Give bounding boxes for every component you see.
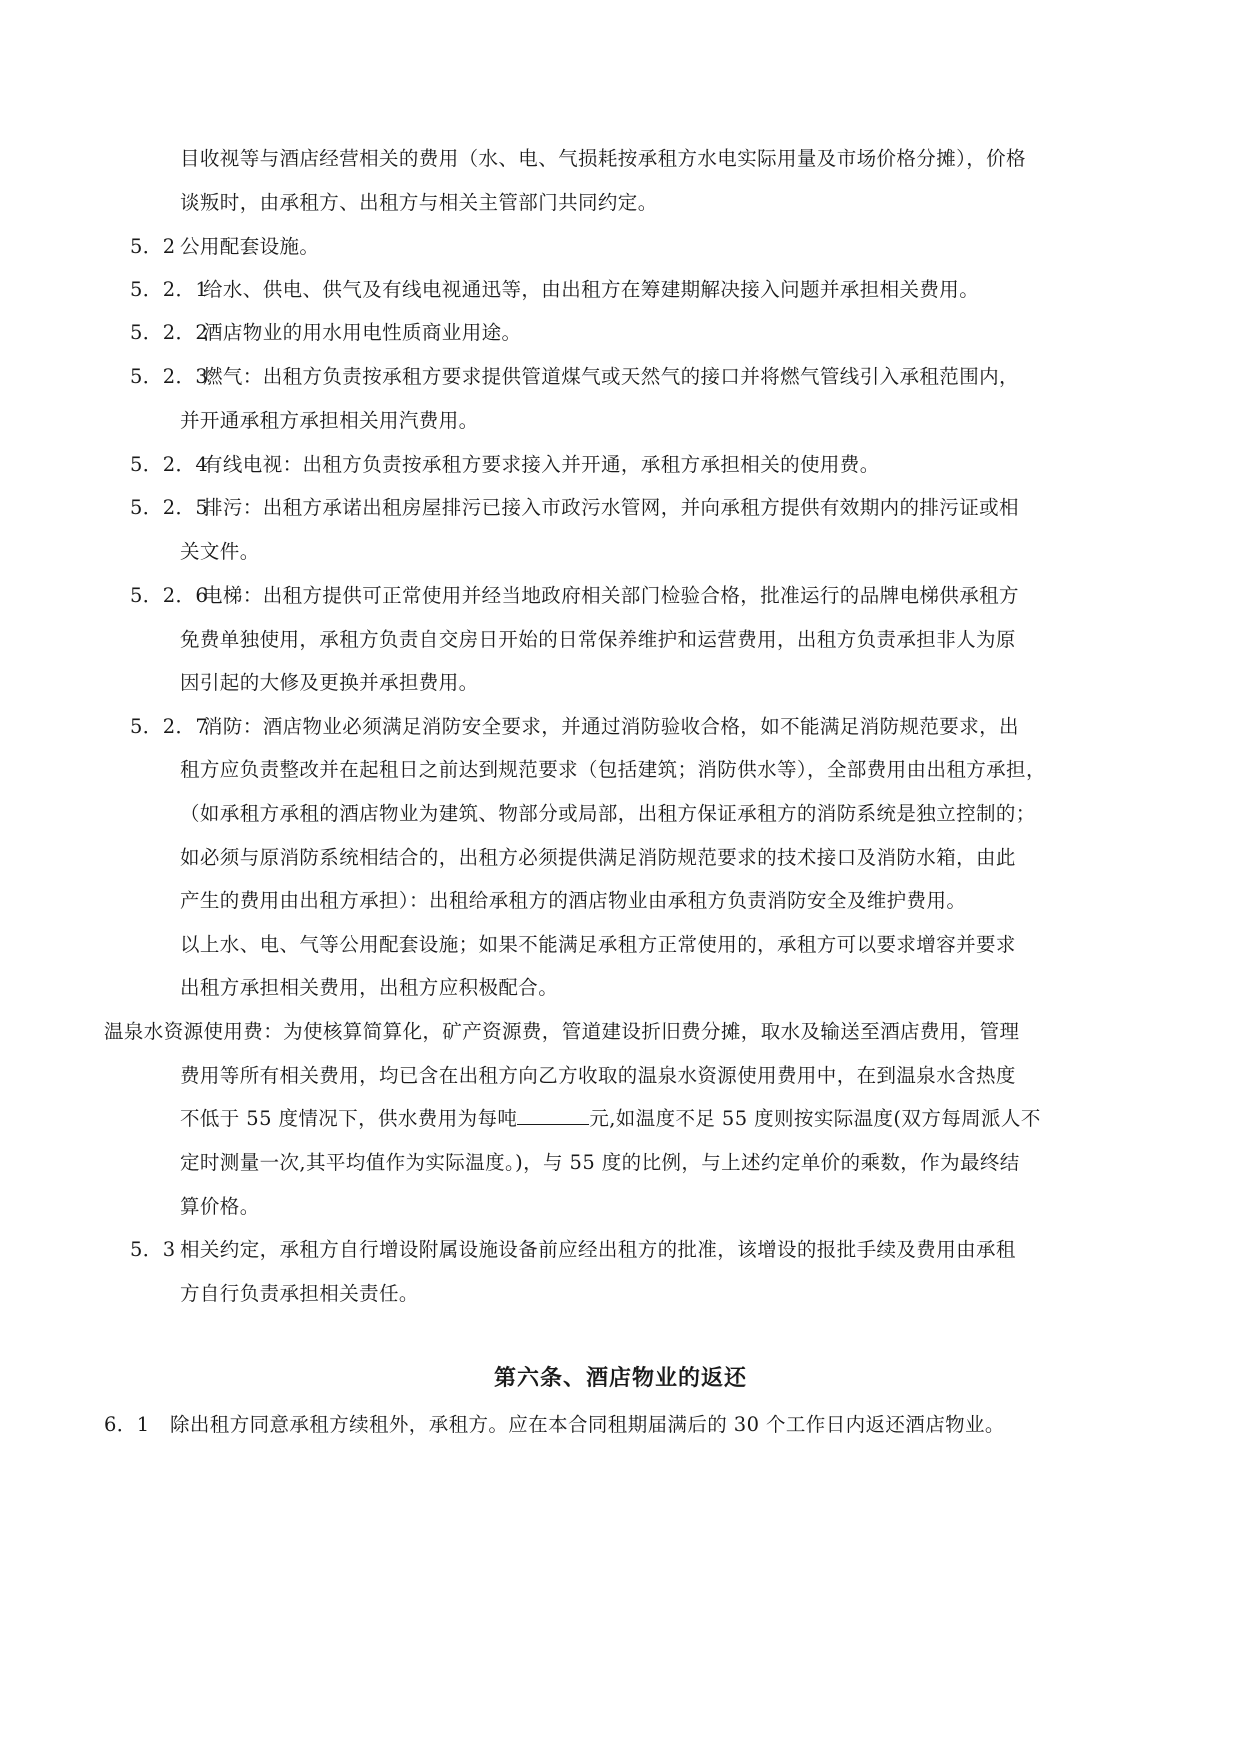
clause-text: 排污：出租方承诺出租房屋排污已接入市政污水管网，并向承租方提供有效期内的排污证或相 xyxy=(203,496,1019,519)
clause-number: 5．2．3 xyxy=(130,365,209,388)
clause-text: 因引起的大修及更换并承担费用。 xyxy=(180,671,479,694)
clause-number: 5．2．2 xyxy=(130,321,209,344)
clause-number: 5．2 xyxy=(130,235,176,258)
clause-text: 消防：酒店物业必须满足消防安全要求，并通过消防验收合格，如不能满足消防规范要求，出 xyxy=(203,715,1019,738)
price-blank xyxy=(517,1106,589,1125)
clause-text: 除出租方同意承租方续租外，承租方。应在本合同租期届满后的 30 个工作日内返还酒店物业。 xyxy=(170,1413,1005,1436)
paragraph-line: 定时测量一次,其平均值作为实际温度。)，与 55 度的比例，与上述约定单价的乘数，作为最终结 xyxy=(180,1151,1020,1174)
clause-text: 给水、供电、供气及有线电视通迅等，由出租方在筹建期解决接入问题并承担相关费用。 xyxy=(203,278,980,301)
clause-text: 电梯：出租方提供可正常使用并经当地政府相关部门检验合格，批准运行的品牌电梯供承租方 xyxy=(203,584,1019,607)
clause-text: 关文件。 xyxy=(180,540,260,563)
article-heading: 第六条、酒店物业的返还 xyxy=(493,1365,747,1391)
clause-text: 租方应负责整改并在起租日之前达到规范要求（包括建筑；消防供水等），全部费用由出租方承担， xyxy=(180,758,1046,781)
clause-text: 免费单独使用，承租方负责自交房日开始的日常保养维护和运营费用，出租方负责承担非人为原 xyxy=(180,628,1016,651)
clause-text: 并开通承租方承担相关用汽费用。 xyxy=(180,409,479,432)
clause-number: 5．2．6 xyxy=(130,584,209,607)
clause-text: 方自行负责承担相关责任。 xyxy=(180,1282,419,1305)
clause-number: 5．2．7 xyxy=(130,715,209,738)
clause-text: 如必须与原消防系统相结合的，出租方必须提供满足消防规范要求的技术接口及消防水箱，由此 xyxy=(180,846,1016,869)
clause-text: 公用配套设施。 xyxy=(180,235,320,258)
paragraph-line: 谈叛时，由承租方、出租方与相关主管部门共同约定。 xyxy=(180,191,658,214)
clause-number: 6．1 xyxy=(104,1413,150,1436)
paragraph-line: 算价格。 xyxy=(180,1195,260,1218)
clause-number: 5．2．5 xyxy=(130,496,209,519)
clause-text: 燃气：出租方负责按承租方要求提供管道煤气或天然气的接口并将燃气管线引入承租范围内， xyxy=(203,365,1019,388)
clause-number: 5．2．1 xyxy=(130,278,209,301)
clause-number: 5．3 xyxy=(130,1238,176,1261)
paragraph-line: 以上水、电、气等公用配套设施；如果不能满足承租方正常使用的，承租方可以要求增容并要求 xyxy=(180,933,1016,956)
clause-text: 产生的费用由出租方承担）：出租给承租方的酒店物业由承租方负责消防安全及维护费用。 xyxy=(180,889,967,912)
clause-text: 相关约定，承租方自行增设附属设施设备前应经出租方的批准，该增设的报批手续及费用由承租 xyxy=(180,1238,1016,1261)
paragraph-line: 目收视等与酒店经营相关的费用（水、电、气损耗按承租方水电实际用量及市场价格分摊），价格 xyxy=(180,147,1026,170)
paragraph-line: 出租方承担相关费用，出租方应积极配合。 xyxy=(180,976,559,999)
paragraph-line: 费用等所有相关费用，均已含在出租方向乙方收取的温泉水资源使用费用中，在到温泉水含热度 xyxy=(180,1064,1016,1087)
clause-text: （如承租方承租的酒店物业为建筑、物部分或局部，出租方保证承租方的消防系统是独立控制的； xyxy=(180,802,1036,825)
clause-text: 有线电视：出租方负责按承租方要求接入并开通，承租方承担相关的使用费。 xyxy=(203,453,880,476)
paragraph-line: 温泉水资源使用费：为使核算简算化，矿产资源费，管道建设折旧费分摊，取水及输送至酒店费用，管理 xyxy=(104,1020,1020,1043)
paragraph-line xyxy=(180,1106,1041,1132)
price-text-after: 元,如温度不足 55 度则按实际温度(双方每周派人不 xyxy=(589,1107,1041,1130)
clause-number: 5．2．4 xyxy=(130,453,209,476)
price-text-before: 不低于 55 度情况下，供水费用为每吨 xyxy=(180,1107,518,1130)
clause-text: 酒店物业的用水用电性质商业用途。 xyxy=(203,321,522,344)
